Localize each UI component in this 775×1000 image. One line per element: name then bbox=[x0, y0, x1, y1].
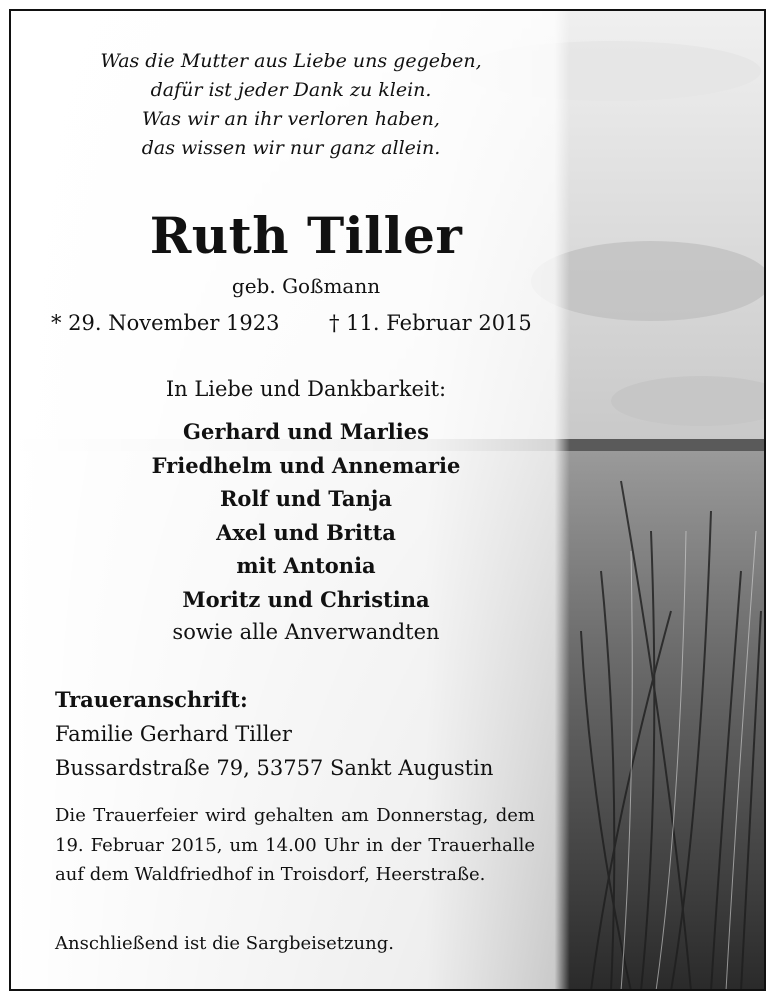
death-date: † 11. Februar 2015 bbox=[329, 311, 532, 335]
mourner-name: Moritz und Christina bbox=[182, 586, 430, 612]
poem bbox=[11, 47, 571, 163]
mourner-name: Rolf und Tanja bbox=[219, 486, 392, 511]
burial-note: Anschließend ist die Sargbeisetzung. bbox=[55, 933, 394, 954]
obituary-notice bbox=[9, 9, 766, 991]
mourner-name: Friedhelm und Annemarie bbox=[151, 452, 461, 478]
funeral-service-text: Die Trauerfeier wird gehalten am Donnerstag, dem 19. Februar 2015, um 14.00 Uhr in der Trauerhalle auf dem Waldfriedhof in Troisdorf, Heerstraße. bbox=[55, 805, 535, 885]
poem-line: Was die Mutter aus Liebe uns gegeben, bbox=[100, 50, 482, 72]
notice-text bbox=[11, 11, 601, 991]
poem-line: dafür ist jeder Dank zu klein. bbox=[150, 79, 432, 101]
maiden-name: geb. Goßmann bbox=[231, 274, 381, 298]
mourner-name: mit Antonia bbox=[236, 553, 376, 578]
mourning-address bbox=[55, 683, 493, 785]
address-heading: Traueranschrift: bbox=[55, 687, 248, 712]
address-line: Familie Gerhard Tiller bbox=[55, 722, 292, 746]
mourners-list bbox=[11, 415, 601, 649]
mourner-name: Gerhard und Marlies bbox=[183, 419, 429, 444]
other-relatives: sowie alle Anverwandten bbox=[172, 620, 440, 644]
mourners-intro: In Liebe und Dankbarkeit: bbox=[165, 377, 447, 401]
birth-date: * 29. November 1923 bbox=[51, 311, 280, 335]
poem-line: Was wir an ihr verloren haben, bbox=[142, 108, 440, 130]
deceased-name: Ruth Tiller bbox=[149, 206, 463, 265]
poem-line: das wissen wir nur ganz allein. bbox=[141, 137, 441, 159]
mourner-name: Axel und Britta bbox=[216, 519, 396, 545]
address-line: Bussardstraße 79, 53757 Sankt Augustin bbox=[55, 756, 494, 780]
